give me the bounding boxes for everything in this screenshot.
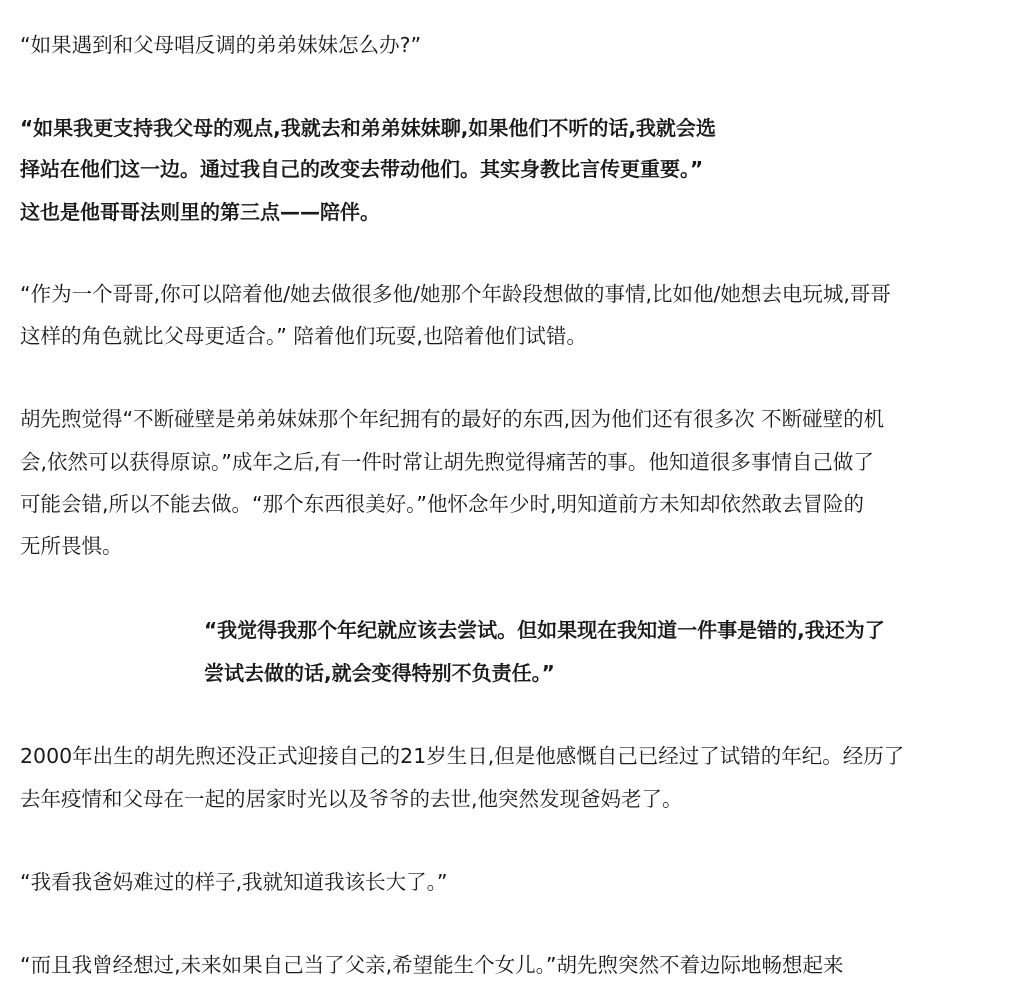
paragraph-line: 胡先煦觉得“不断碰壁是弟弟妹妹那个年纪拥有的最好的东西,因为他们还有很多次 不断碰壁的机: [20, 407, 885, 431]
quote-line: “而且我曾经想过,未来如果自己当了父亲,希望能生个女儿。”胡先煦突然不着边际地畅想起来: [20, 953, 844, 977]
question-line: “如果遇到和父母唱反调的弟弟妹妹怎么办?”: [20, 33, 422, 57]
paragraph-line: 2000年出生的胡先煦还没正式迎接自己的21岁生日,但是他感慨自己已经过了试错的年纪。经历了: [20, 744, 905, 768]
paragraph-line: “作为一个哥哥,你可以陪着他/她去做很多他/她那个年龄段想做的事情,比如他/她想去电玩城,哥哥: [20, 282, 891, 306]
paragraph-line: 可能会错,所以不能去做。“那个东西很美好。”他怀念年少时,明知道前方未知却依然敢去冒险的: [20, 492, 865, 516]
bottom-fade: [0, 979, 1020, 1007]
pull-quote-line-2: 尝试去做的话,就会变得特别不负责任。”: [204, 661, 555, 685]
bold-quote-line-2: 择站在他们这一边。通过我自己的改变去带动他们。其实身教比言传更重要。”: [20, 157, 704, 181]
quote-line: “我看我爸妈难过的样子,我就知道我该长大了。”: [20, 870, 448, 894]
paragraph-line: 这样的角色就比父母更适合。” 陪着他们玩耍,也陪着他们试错。: [20, 324, 587, 348]
bold-quote-line-3: 这也是他哥哥法则里的第三点——陪伴。: [20, 200, 380, 224]
bold-quote-line-1: “如果我更支持我父母的观点,我就去和弟弟妹妹聊,如果他们不听的话,我就会选: [20, 116, 716, 140]
paragraph-line: 去年疫情和父母在一起的居家时光以及爷爷的去世,他突然发现爸妈老了。: [20, 787, 683, 811]
pull-quote-line-1: “我觉得我那个年纪就应该去尝试。但如果现在我知道一件事是错的,我还为了: [204, 618, 885, 642]
paragraph-line: 无所畏惧。: [20, 534, 123, 558]
paragraph-line: 会,依然可以获得原谅。”成年之后,有一件时常让胡先煦觉得痛苦的事。他知道很多事情自己做了: [20, 450, 874, 474]
